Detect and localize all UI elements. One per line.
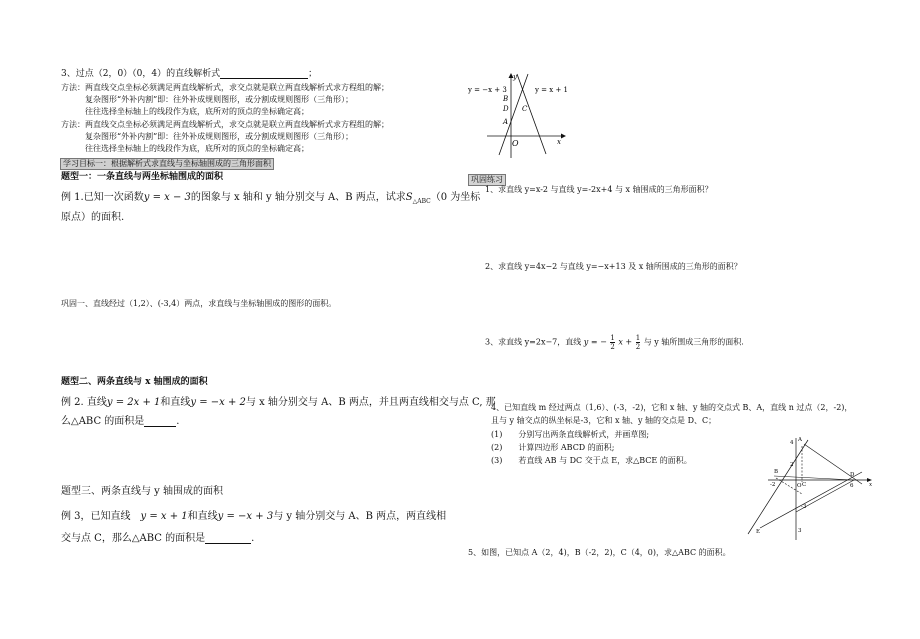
line-n [760, 472, 862, 528]
consolidate1: 巩固一、直线经过（1,2）、(-3,4）两点，求直线与坐标轴围成的图形的面积。 [61, 299, 337, 308]
tick-4: 4 [790, 440, 794, 446]
type1-heading: 题型一：一条直线与两坐标轴围成的面积 [61, 172, 224, 182]
method1-line1: 方法：两直线交点坐标必须满足两直线解析式，求交点就是联立两直线解析式求方程组的解； [61, 83, 389, 92]
example1-line1: 例 1.已知一次函数y = x − 3的图象与 x 轴和 y 轴分别交与 A、B 两点，试求$S_{\triangle ABC}(0$ 为坐标 [61, 192, 481, 205]
practice-header: 巩固练习 [468, 174, 506, 186]
point-a-label: A [503, 118, 509, 126]
answer-blank[interactable] [220, 70, 308, 79]
learning-goal-banner: 学习目标一：根据解析式求直线与坐标轴围成的三角形面积 [60, 158, 274, 170]
tick-2: 2 [790, 462, 794, 468]
x-axis-arrow [561, 134, 566, 139]
x-label: x [869, 482, 873, 488]
practice-4-line1: 4、已知直线 m 经过两点（1,6）、(-3，-2)，它和 x 轴、y 轴的交点式 B、A，直线 n 过点（2，-2)， [491, 403, 853, 412]
practice-3: 3、求直线 y=2x−7，直线 y = − $\frac{1}{2}$ x + $\frac{1}{2}$ 与 y 轴所围成三角形的面积. [485, 334, 744, 351]
coordinate-graph-lines-m-n [746, 436, 876, 542]
practice-2: 2、求直线 y=4x−2 与直线 y=−x+13 及 x 轴所围成的三角形的面积？ [485, 262, 742, 271]
point-d-label: D [503, 105, 509, 113]
y-label: y [513, 73, 517, 81]
label-c: C [802, 482, 807, 488]
label-left-line: y = −x + 3 [468, 86, 507, 94]
fraction-one-half: $\frac{1}{2}$ [635, 334, 641, 351]
tick-3: 3 [798, 528, 802, 534]
practice-5: 5、如图，已知点 A（2，4)，B（-2，2)，C（4，0)，求△ABC 的面积。 [468, 548, 731, 557]
method1-line2: 复杂图形“外补内割”即：往外补成规则图形，或分割成规则图形（三角形）； [85, 95, 354, 104]
example1-line2: 原点）的面积. [61, 212, 125, 223]
example2-line1: 例 2. 直线y = 2x + 1和直线y = −x + 2与 x 轴分别交与 A、B 两点，并且两直线相交与点 C, 那 [61, 397, 496, 408]
method1-line3: 往往选择坐标轴上的线段作为底，底所对的顶点的坐标确定高； [85, 107, 309, 116]
label-a: A [798, 437, 802, 443]
practice-1: 1、求直线 y=x-2 与直线 y=-2x+4 与 x 轴围成的三角形面积？ [485, 185, 713, 194]
tick-neg-2: -2 [770, 482, 776, 488]
origin-label: O [512, 139, 519, 148]
type3-heading: 题型三、两条直线与 y 轴围成的面积 [61, 486, 224, 497]
method2-line2: 复杂图形“外补内割”即：往外补成规则图形，或分割成规则图形（三角形）； [85, 132, 354, 141]
label-b: B [774, 469, 779, 475]
segment [774, 476, 854, 480]
label-d: D [850, 472, 855, 478]
answer-blank[interactable] [144, 418, 176, 427]
label-origin: O [797, 483, 802, 489]
label-e: E [756, 529, 761, 535]
method2-line3: 往往选择坐标轴上的线段作为底，底所对的顶点的坐标确定高； [85, 144, 309, 153]
example3-line2: 交与点 C，那么△ABC 的面积是 . [61, 533, 255, 544]
type2-heading: 题型二、两条直线与 x 轴围成的面积 [61, 377, 208, 387]
x-label: x [557, 138, 561, 146]
q3-line: 3、过点（2，0）（0，4）的直线解析式 ； [61, 69, 318, 79]
practice-4-item1: (1) 分别写出两条直线解析式，并画草图; [491, 430, 650, 439]
example2-line2: 么△ABC 的面积是 . [61, 416, 180, 427]
tick-neg-3: -3 [801, 504, 807, 510]
method2-line1: 方法：两直线交点坐标必须满足两直线解析式，求交点就是联立两直线解析式求方程组的解； [61, 120, 389, 129]
coordinate-graph-two-lines [465, 70, 575, 160]
point-c-label: C [522, 105, 528, 113]
answer-blank[interactable] [205, 535, 251, 544]
tick-6: 6 [850, 483, 854, 489]
label-right-line: y = x + 1 [535, 86, 568, 94]
practice-4-item2: (2) 计算四边形 ABCD 的面积; [491, 443, 615, 452]
fraction-one-half: $\frac{1}{2}$ [610, 334, 615, 351]
practice-4-item3: (3) 若直线 AB 与 DC 交于点 E，求△BCE 的面积。 [491, 456, 692, 465]
point-b-label: B [503, 95, 509, 103]
practice-4-line2: 且与 y 轴交点的纵坐标是-3，它和 x 轴、y 轴的交点是 D、C； [491, 416, 717, 425]
example3-line1: 例 3，已知直线 y = x + 1和直线y = −x + 3与 y 轴分别交与 A、B 两点，两直线相 [61, 511, 447, 522]
